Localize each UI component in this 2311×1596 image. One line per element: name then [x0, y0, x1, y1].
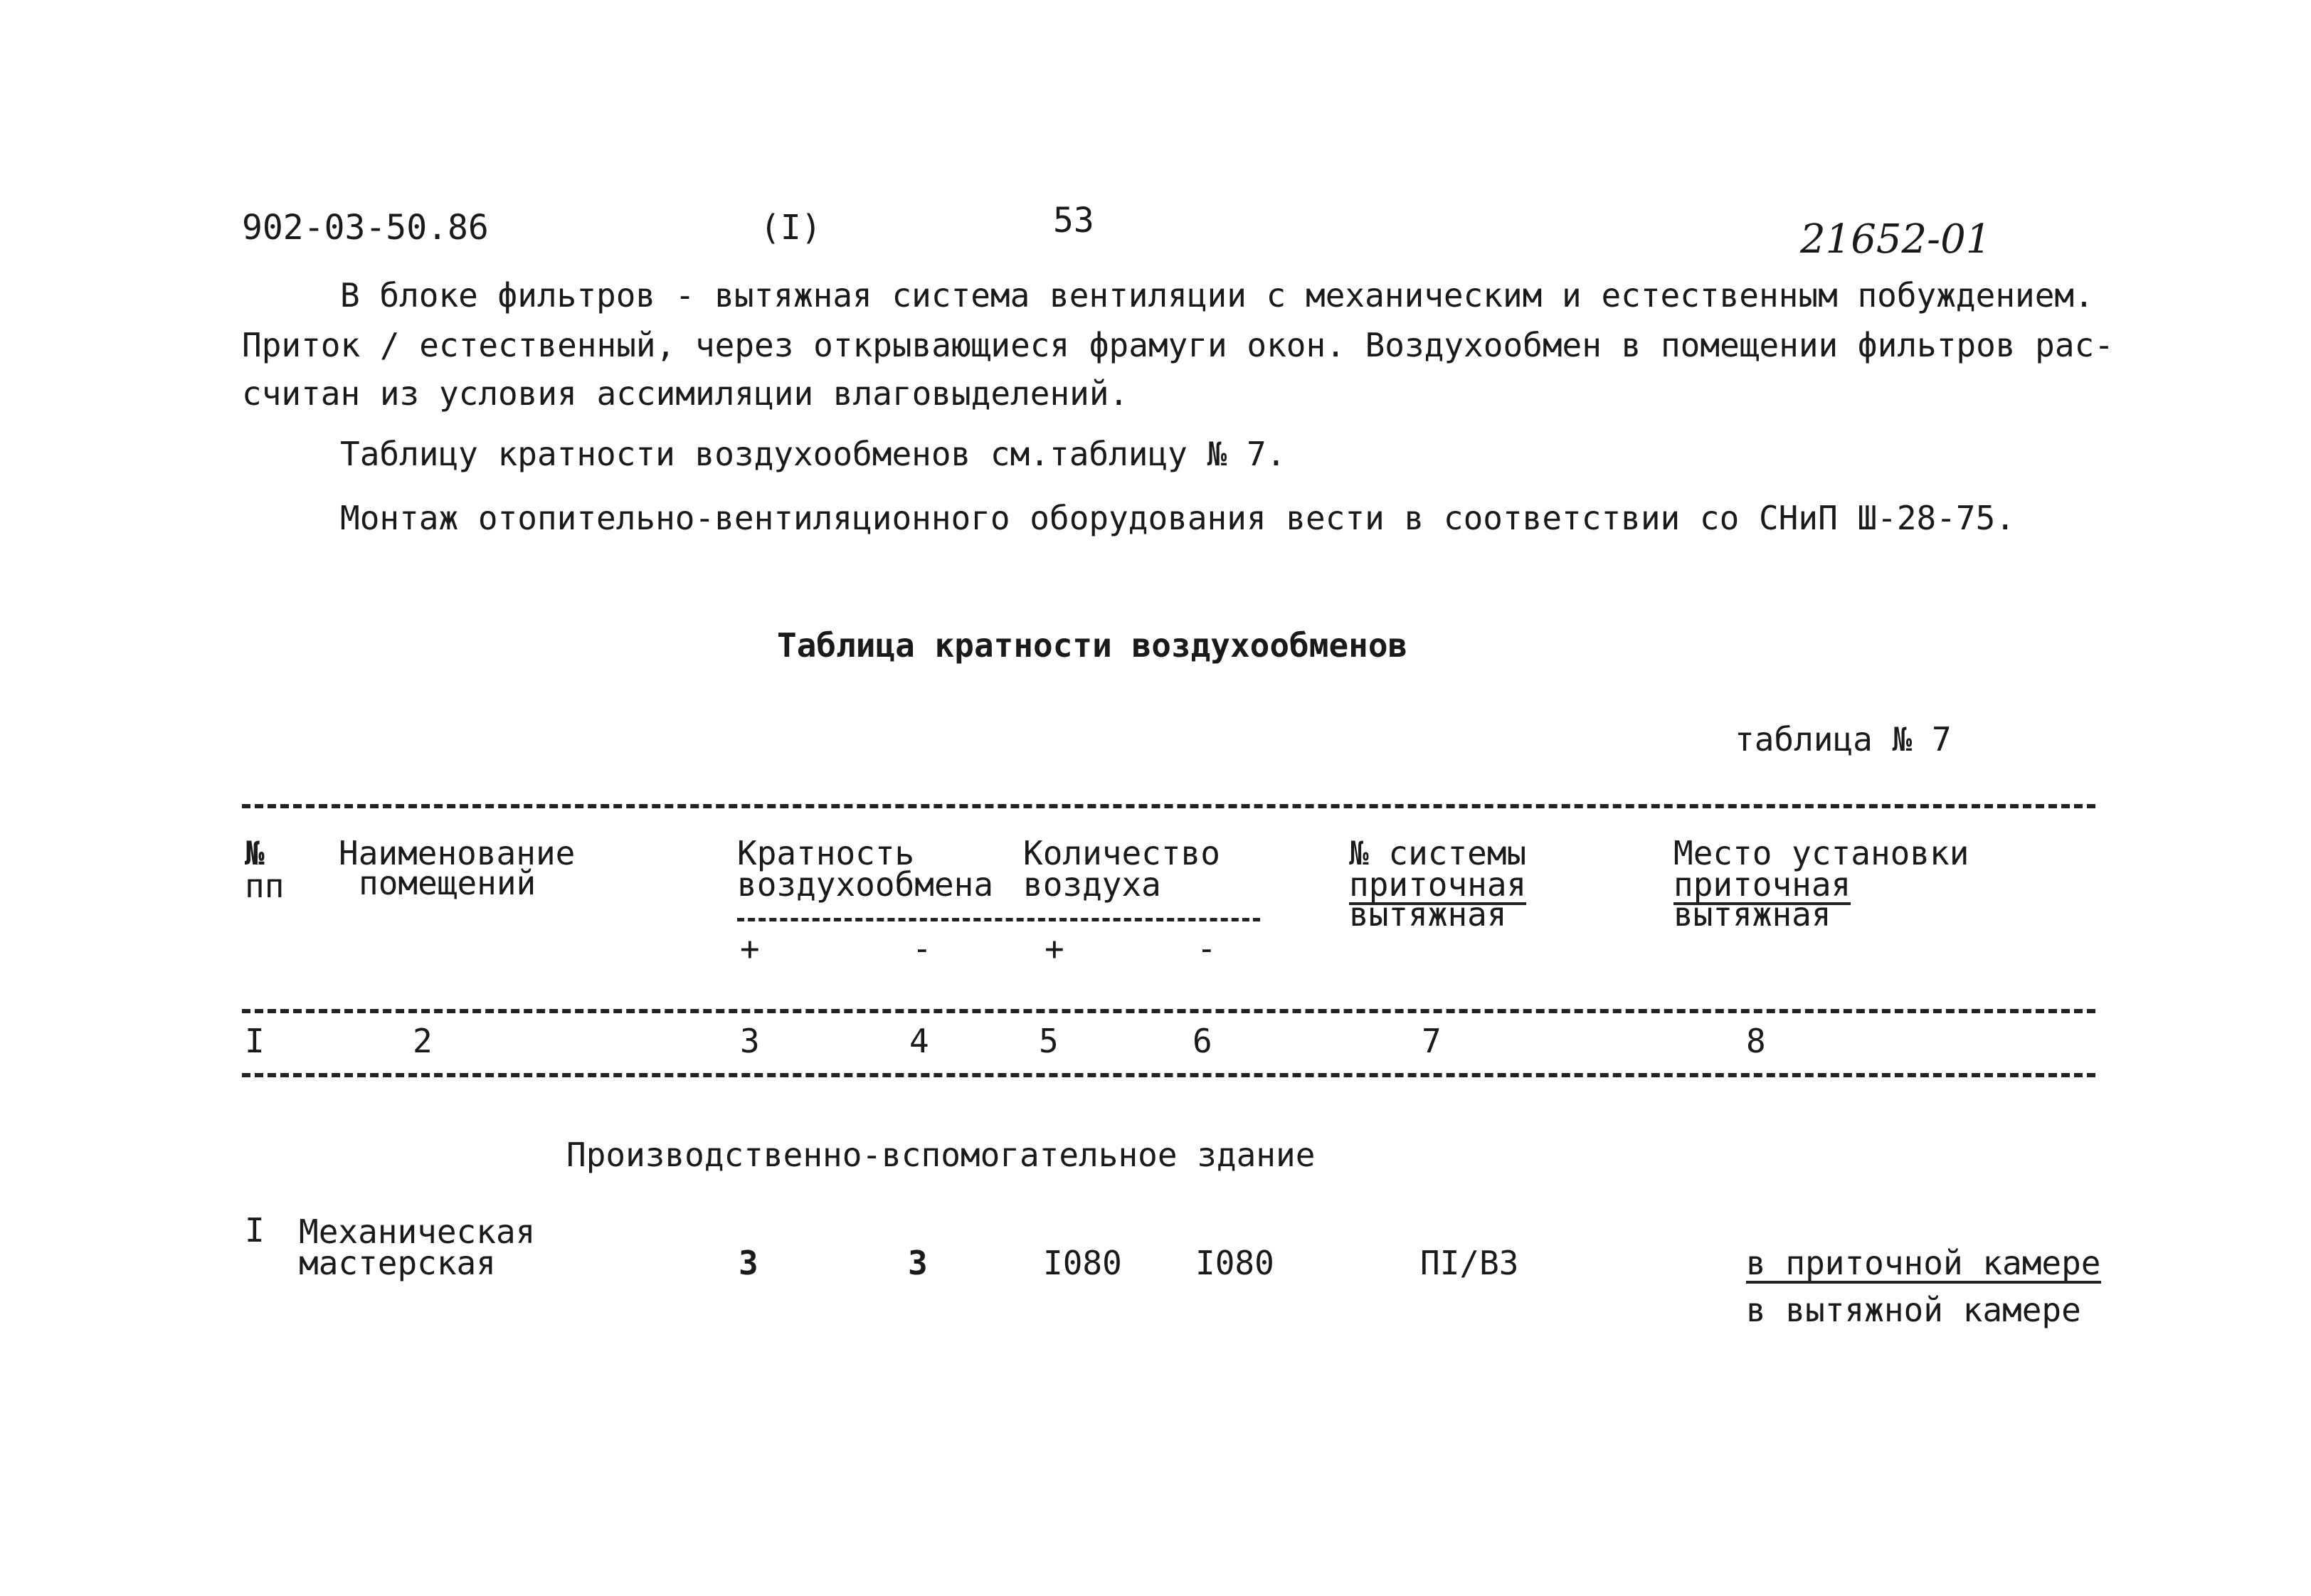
header-col2-line1: Наименование	[339, 834, 576, 872]
column-number-8: 8	[1746, 1022, 1766, 1060]
header-col7-line2: приточная	[1349, 865, 1527, 904]
column-number-7: 7	[1422, 1022, 1442, 1060]
column-number-3: 3	[740, 1022, 760, 1060]
place-exhaust: в вытяжной камере	[1746, 1291, 2081, 1329]
document-code: 902-03-50.86	[242, 208, 489, 248]
paragraph-3: Монтаж отопительно-вентиляционного оборудования вести в соответствии со СНиП Ш-28-75.	[340, 499, 2016, 537]
header-col5-plus: +	[1045, 929, 1064, 968]
column-number-1: I	[245, 1022, 265, 1060]
place-supply: в приточной камере	[1746, 1244, 2101, 1282]
air-supply: I080	[1043, 1244, 1122, 1282]
table-label: таблица № 7	[1735, 720, 1952, 759]
table-top-rule	[242, 804, 2095, 808]
paragraph-2: Таблицу кратности воздухообменов см.таблицу № 7.	[340, 435, 1286, 473]
column-numbers-top-rule	[242, 1009, 2095, 1013]
column-number-6: 6	[1192, 1022, 1212, 1060]
room-name-line1: Механическая	[299, 1212, 536, 1251]
page-number: 53	[1053, 201, 1094, 241]
header-col6-minus: -	[1197, 929, 1217, 968]
header-col34-line1: Кратность	[737, 834, 915, 872]
section-number: (I)	[760, 208, 822, 248]
header-col8-line1: Место установки	[1673, 834, 1969, 872]
header-col1-line1: №	[245, 834, 265, 872]
row-number: I	[245, 1211, 265, 1249]
header-col8-line3: вытяжная	[1673, 895, 1831, 934]
paragraph-1-line-2: Приток / естественный, через открывающиеся фрамуги окон. Воздухообмен в помещении фильтров рас-	[242, 326, 2114, 364]
paragraph-1-line-1: В блоке фильтров - вытяжная система вентиляции с механическим и естественным побуждением.	[340, 276, 2094, 315]
header-col2-line2: помещений	[359, 864, 536, 902]
section-title: Производственно-вспомогательное здание	[566, 1136, 1316, 1174]
paragraph-1-line-3: считан из условия ассимиляции влаговыделений.	[242, 374, 1129, 413]
column-number-4: 4	[909, 1022, 929, 1060]
rate-exhaust: 3	[908, 1244, 928, 1282]
header-col7-line1: № системы	[1349, 834, 1527, 872]
column-number-5: 5	[1039, 1022, 1059, 1060]
header-col56-line2: воздуха	[1023, 865, 1161, 904]
header-col8-line2: приточная	[1673, 865, 1851, 904]
system-number: ПI/В3	[1420, 1244, 1519, 1282]
header-col7-line3: вытяжная	[1349, 895, 1507, 934]
header-col4-minus: -	[912, 929, 932, 968]
header-col3-plus: +	[740, 929, 760, 968]
header-col1-line2: пп	[245, 867, 285, 905]
header-col56-line1: Количество	[1023, 834, 1220, 872]
column-number-2: 2	[413, 1022, 433, 1060]
header-subdivider-rule	[737, 918, 1260, 921]
table-title: Таблица кратности воздухообменов	[777, 626, 1408, 665]
column-numbers-bottom-rule	[242, 1073, 2095, 1077]
room-name-line2: мастерская	[299, 1244, 496, 1282]
air-exhaust: I080	[1195, 1244, 1274, 1282]
rate-supply: 3	[739, 1244, 758, 1282]
inventory-number: 21652-01	[1800, 216, 1992, 263]
header-col34-line2: воздухообмена	[737, 865, 994, 904]
